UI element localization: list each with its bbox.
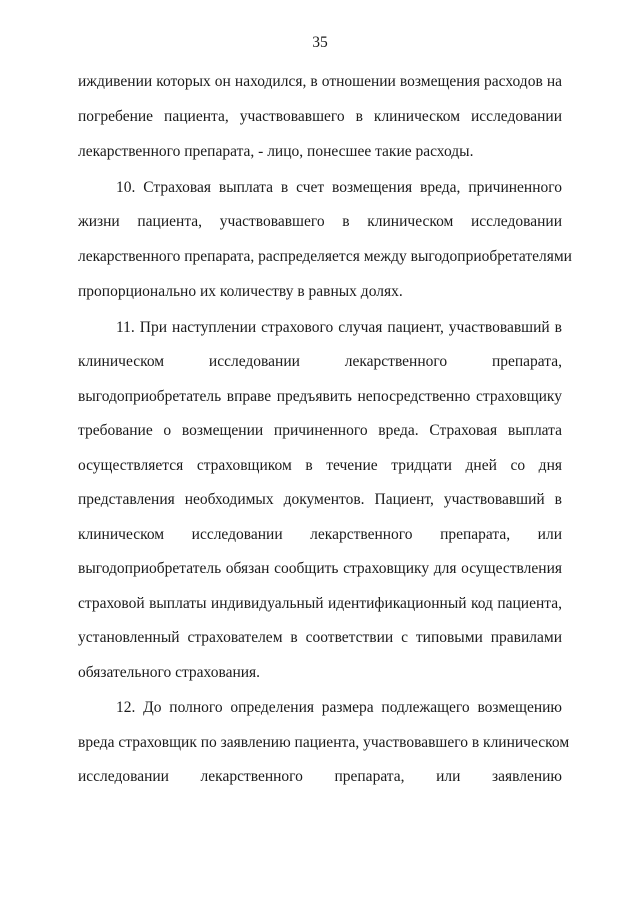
text-line: вреда страховщик по заявлению пациента, участвовавшего в клиническом — [78, 734, 570, 751]
text-line: исследовании лекарственного препарата, или заявлению — [78, 768, 562, 785]
text-line: представления необходимых документов. Пациент, участвовавший в — [78, 491, 562, 508]
text-line: иждивении которых он находился, в отношении возмещения расходов на — [78, 73, 562, 90]
text-line: требование о возмещении причиненного вреда. Страховая выплата — [78, 422, 562, 439]
text-line: выгодоприобретатель вправе предъявить непосредственно страховщику — [78, 388, 562, 405]
text-line: обязательного страхования. — [78, 664, 261, 681]
paragraph-first-line: 12. До полного определения размера подлежащего возмещению — [116, 699, 562, 716]
text-line: лекарственного препарата, - лицо, понесшее такие расходы. — [78, 143, 474, 160]
text-line: выгодоприобретатель обязан сообщить страховщику для осуществления — [78, 560, 562, 577]
text-line: установленный страхователем в соответствии с типовыми правилами — [78, 629, 562, 646]
text-line: жизни пациента, участвовавшего в клиническом исследовании — [78, 213, 562, 230]
page-number: 35 — [312, 34, 328, 51]
paragraph-first-line: 10. Страховая выплата в счет возмещения вреда, причиненного — [116, 179, 562, 196]
text-line: пропорционально их количеству в равных долях. — [78, 283, 403, 300]
text-line: осуществляется страховщиком в течение тридцати дней со дня — [78, 457, 562, 474]
text-line: лекарственного препарата, распределяется между выгодоприобретателями — [78, 248, 572, 265]
text-line: страховой выплаты индивидуальный идентификационный код пациента, — [78, 595, 562, 612]
text-line: погребение пациента, участвовавшего в клиническом исследовании — [78, 108, 562, 125]
paragraph-first-line: 11. При наступлении страхового случая пациент, участвовавший в — [116, 319, 562, 336]
text-line: клиническом исследовании лекарственного препарата, — [78, 353, 562, 370]
text-line: клиническом исследовании лекарственного препарата, или — [78, 526, 562, 543]
